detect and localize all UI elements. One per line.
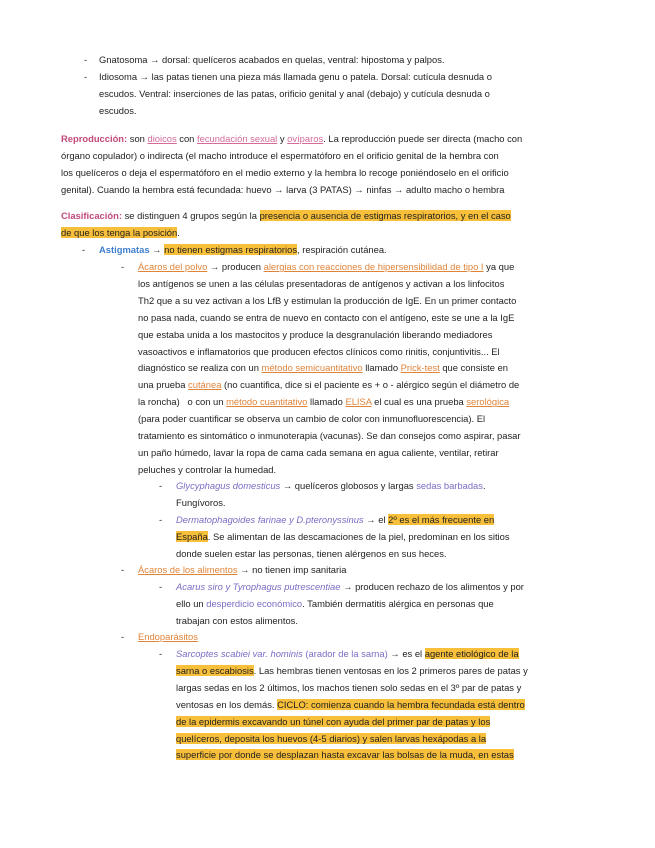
highlight: 2º es el más frecuente en xyxy=(388,514,495,525)
list-item-idiosoma xyxy=(99,69,577,120)
list-dash: - xyxy=(159,514,163,525)
astigmatas-item: Astigmatas → no tienen estigmas respiratorios, respiración cutánea. xyxy=(99,244,387,255)
group-label: Astigmatas xyxy=(99,244,150,255)
term-link[interactable]: dioicos xyxy=(147,133,177,144)
list-dash: - xyxy=(121,631,125,642)
highlight: quelíceros, deposita los huevos (4-5 diarios) y salen larvas hexápodas a la xyxy=(176,732,487,744)
term: desperdicio económico xyxy=(206,597,303,609)
acaros-polvo-item: Ácaros del polvo → producen alergias con reacciones de hipersensibilidad de tipo I ya que los antígenos se unen a las células presentadoras de antígenos y activan a los linfocitos Th2 que a su vez activan a los LfB y estimulan la producción de IgE. En un primer contacto no pasa nada, cuando se entra de nuevo en contacto con el antígeno, este se une a la IgE que estaba unida a los mastocitos y produce la desgranulación liberando mediadores vasoactivos e inflamatorios que producen efectos clínicos como rinitis, conjuntivitis... El diagnóstico se realiza con un método semicuantitativo llamado Prick-test que consiste en una prueba cutánea (no cuantifica, dice si el paciente es + o - alérgico según el diámetro de la roncha) o con un método cuantitativo llamado ELISA el cual es una prueba serológica (para poder cuantificar se observa un cambio de color con inmunofluorescencia). El tratamiento es sintomático o inmunoterapia (vacunas). Se dan consejos como aspirar, pasar un paño húmedo, lavar la ropa de cama cada semana en agua caliente, ventilar, retirar peluches y controlar la humedad. xyxy=(138,259,578,479)
term-link[interactable]: Endoparásitos xyxy=(138,631,198,642)
highlight: España xyxy=(176,530,208,542)
highlight: no tienen estigmas respiratorios xyxy=(164,244,298,255)
text-line: los quelíceros o deja el espermatóforo en el medio externo y la hembra lo recoge poniéndoselo en el orificio xyxy=(61,166,509,178)
species-name: Glycyphagus domesticus xyxy=(176,480,281,491)
text-line: un paño húmedo, lavar la ropa de cama cada semana en agua caliente, ventilar, retirar xyxy=(138,446,499,458)
section-label: Reproducción: xyxy=(61,133,128,144)
highlight: sarna o escabiosis xyxy=(176,664,254,676)
text-line: los antígenos se unen a las células presentadoras de antígenos y activan a los linfocitos xyxy=(138,277,505,289)
dermatophagoides-item: Dermatophagoides farinae y D.pteronyssinus → el 2º es el más frecuente en España. Se alimentan de las descamaciones de la piel, predominan en los sitios donde suelen estar las personas, tienen alérgenos en sus heces. xyxy=(176,512,578,563)
list-dash: - xyxy=(159,648,163,659)
text-line: trabajan con estos alimentos. xyxy=(176,614,298,626)
species-name: Dermatophagoides farinae y D.pteronyssinus xyxy=(176,514,364,525)
species-name: Sarcoptes scabiei var. hominis xyxy=(176,648,303,659)
list-dash: - xyxy=(159,480,163,491)
list-item-gnatosoma xyxy=(99,52,577,69)
species-name: Acarus siro y Tyrophagus putrescentiae xyxy=(176,581,341,592)
text-line: Th2 que a su vez activan a los LfB y estimulan la producción de IgE. En un primer contacto xyxy=(138,294,517,306)
text-line: no pasa nada, cuando se entra de nuevo en contacto con el antígeno, este se une a la IgE xyxy=(138,311,515,323)
term-link[interactable]: método cuantitativo xyxy=(226,396,308,408)
term-link[interactable]: método semicuantitativo xyxy=(261,362,363,374)
term-link[interactable]: fecundación sexual xyxy=(197,133,278,144)
term-link[interactable]: Prick-test xyxy=(400,362,440,374)
term-link[interactable]: Ácaros del polvo xyxy=(138,261,208,272)
list-dash: - xyxy=(82,244,86,255)
text-line: que estaba unida a los mastocitos y produce la desgranulación liberando mediadores xyxy=(138,328,493,340)
text-line: Gnatosoma → dorsal: quelíceros acabados en quelas, ventral: hipostoma y palpos. xyxy=(99,54,445,65)
term: sedas barbadas xyxy=(416,480,483,491)
acaros-alimentos-item: Ácaros de los alimentos → no tienen imp sanitaria xyxy=(138,564,347,575)
highlight: de que los tenga la posición xyxy=(61,226,178,238)
term-link[interactable]: Ácaros de los alimentos xyxy=(138,564,238,575)
highlight: presencia o ausencia de estigmas respiratorios, y en el caso xyxy=(259,210,511,221)
list-dash: - xyxy=(84,71,88,82)
text-line: escudos. Ventral: inserciones de las patas, orificio genital y anal (debajo) y cutícula desnuda o xyxy=(99,87,490,99)
endoparasitos-item xyxy=(138,629,578,646)
term-link[interactable]: cutánea xyxy=(188,379,222,391)
highlight: de la epidermis excavando un túnel con ayuda del primer par de patas y los xyxy=(176,715,491,727)
clasificacion-paragraph: Clasificación: se distinguen 4 grupos según la presencia o ausencia de estigmas respiratorios, y en el caso de que los tenga la posición. xyxy=(61,210,511,238)
text-line: escudos. xyxy=(99,104,137,116)
term-link[interactable]: alergias con reacciones de hipersensibilidad de tipo I xyxy=(263,261,484,272)
highlight: superficie por donde se desplazan hasta excavar las bolsas de la muda, en estas xyxy=(176,749,514,761)
glycyphagus-item: Glycyphagus domesticus → quelíceros globosos y largas sedas barbadas. Fungívoros. xyxy=(176,478,578,512)
text-line: órgano copulador) o indirecta (el macho introduce el espermatóforo en el orificio genital de la hembra con xyxy=(61,149,499,161)
text-line: peluches y controlar la humedad. xyxy=(138,463,277,475)
list-dash: - xyxy=(121,564,125,575)
highlight: CICLO: comienza cuando la hembra fecundada está dentro xyxy=(277,698,525,710)
text-line: Idiosoma → las patas tienen una pieza más llamada genu o patela. Dorsal: cutícula desnuda o xyxy=(99,71,492,82)
list-dash: - xyxy=(84,54,88,65)
reproduccion-paragraph: Reproducción: son dioicos con fecundación sexual y ovíparos. La reproducción puede ser directa (macho con órgano copulador) o indirecta (el macho introduce el espermatóforo en el orificio genital de la hembra con los quelíceros o deja el espermatóforo en el medio externo y la hembra lo recoge poniéndoselo en el orificio genital). Cuando la hembra está fecundada: huevo → larva (3 PATAS) → ninfas → adulto macho o hembra xyxy=(61,131,577,199)
list-dash: - xyxy=(121,261,125,272)
acarus-item: Acarus siro y Tyrophagus putrescentiae → producen rechazo de los alimentos y por ello un desperdicio económico. También dermatitis alérgica en personas que trabajan con estos alimentos. xyxy=(176,579,578,630)
sarcoptes-item: Sarcoptes scabiei var. hominis (arador de la sarna) → es el agente etiológico de la sarna o escabiosis. Las hembras tienen ventosas en los 2 primeros pares de patas y largas sedas en los 2 últimos, los machos tienen solo sedas en el 3º par de patas y ventosas en los demás. CICLO: comienza cuando la hembra fecundada está dentro de la epidermis excavando un túnel con ayuda del primer par de patas y los quelíceros, deposita los huevos (4-5 diarios) y salen larvas hexápodas a la superficie por donde se desplazan hasta excavar las bolsas de la muda, en estas xyxy=(176,646,578,764)
section-label: Clasificación: xyxy=(61,210,122,221)
term-link[interactable]: ovíparos xyxy=(287,133,324,144)
text-line: Fungívoros. xyxy=(176,496,226,508)
text-line: largas sedas en los 2 últimos, los machos tienen solo sedas en el 3º par de patas y xyxy=(176,681,522,693)
text-line: genital). Cuando la hembra está fecundada: huevo → larva (3 PATAS) → ninfas → adulto macho o hembra xyxy=(61,183,505,195)
text-line: tratamiento es sintomático o inmunoterapia (vacunas). Se dan consejos como aspirar, pasar xyxy=(138,430,521,442)
term-link[interactable]: ELISA xyxy=(345,396,372,408)
term-link[interactable]: serológica xyxy=(466,396,510,408)
highlight: agente etiológico de la xyxy=(424,648,519,659)
text-line: donde suelen estar las personas, tienen alérgenos en sus heces. xyxy=(176,547,447,559)
text-line: (para poder cuantificar se observa un cambio de color con inmunofluorescencia). El xyxy=(138,413,486,425)
text-line: vasoactivos e inflamatorios que producen efectos clínicos como rinitis, conjuntivitis... El xyxy=(138,345,500,357)
list-dash: - xyxy=(159,581,163,592)
